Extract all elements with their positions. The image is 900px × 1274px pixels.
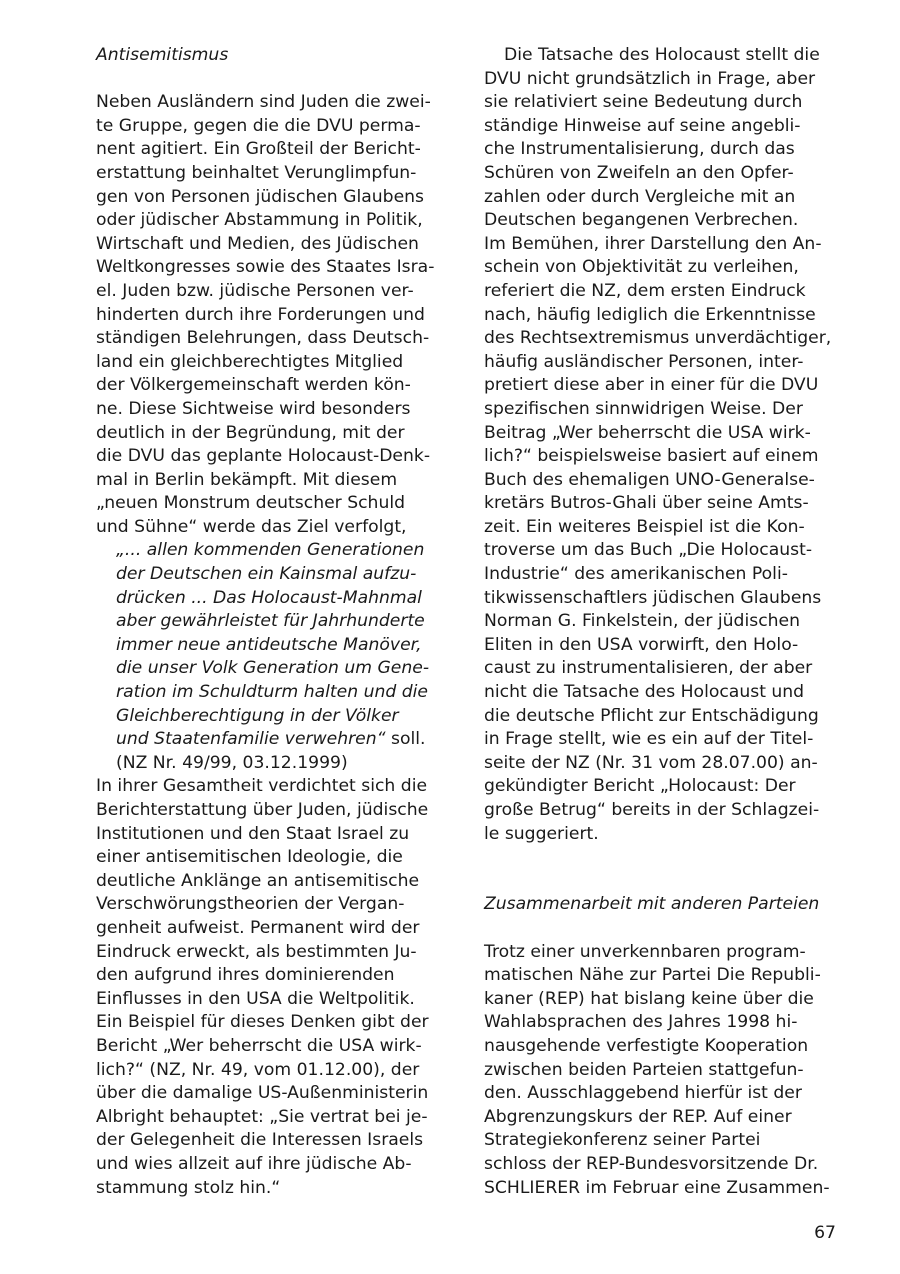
text-line: in Frage stellt, wie es ein auf der Titel- bbox=[484, 729, 814, 750]
text-line: nicht die Tatsache des Holocaust und bbox=[484, 682, 805, 703]
text-line: che Instrumentalisierung, durch das bbox=[484, 139, 795, 160]
text-line: und Staatenfamilie verwehren“ soll. bbox=[116, 729, 426, 750]
text-line: Ein Beispiel für dieses Denken gibt der bbox=[96, 1012, 429, 1033]
text-line: oder jüdischer Abstammung in Politik, bbox=[96, 210, 423, 231]
text-line: In ihrer Gesamtheit verdichtet sich die bbox=[96, 776, 428, 797]
text-line: pretiert diese aber in einer für die DVU bbox=[484, 375, 819, 396]
text-line: Wahlabsprachen des Jahres 1998 hi- bbox=[484, 1012, 798, 1033]
left-column bbox=[96, 44, 448, 1200]
spacer bbox=[484, 917, 836, 941]
text-line: spezifischen sinnwidrigen Weise. Der bbox=[484, 398, 803, 419]
spacer bbox=[96, 68, 448, 92]
text-line: ständigen Belehrungen, dass Deutsch- bbox=[96, 328, 430, 349]
text-line: erstattung beinhaltet Verunglimpfun- bbox=[96, 162, 417, 183]
text-line: troverse um das Buch „Die Holocaust- bbox=[484, 540, 813, 561]
text-line: den. Ausschlaggebend hierfür ist der bbox=[484, 1083, 802, 1104]
text-line: Weltkongresses sowie des Staates Isra- bbox=[96, 257, 435, 278]
text-line: nach, häufig lediglich die Erkenntnisse bbox=[484, 304, 816, 325]
text-line: Wirtschaft und Medien, des Jüdischen bbox=[96, 233, 419, 254]
text-line: aber gewährleistet für Jahrhunderte bbox=[116, 611, 425, 632]
text-line: tikwissenschaftlers jüdischen Glaubens bbox=[484, 587, 822, 608]
text-line: Deutschen begangenen Verbrechen. bbox=[484, 210, 799, 231]
paragraph-intro bbox=[96, 91, 448, 539]
text-line: des Rechtsextremismus unverdächtiger, bbox=[484, 328, 832, 349]
text-line: deutliche Anklänge an antisemitische bbox=[96, 870, 420, 891]
text-line: Eindruck erweckt, als bestimmten Ju- bbox=[96, 941, 417, 962]
text-line: Schüren von Zweifeln an den Opfer- bbox=[484, 162, 794, 183]
text-line: und Sühne“ werde das Ziel verfolgt, bbox=[96, 516, 407, 537]
text-line: referiert die NZ, dem ersten Eindruck bbox=[484, 280, 806, 301]
text-line: Norman G. Finkelstein, der jüdischen bbox=[484, 611, 801, 632]
text-line: nent agitiert. Ein Großteil der Bericht- bbox=[96, 139, 421, 160]
text-line: lich?“ (NZ, Nr. 49, vom 01.12.00), der bbox=[96, 1059, 420, 1080]
paragraph-ideology bbox=[96, 775, 448, 1200]
text-line: caust zu instrumentalisieren, der aber bbox=[484, 658, 813, 679]
text-line: nausgehende verfestigte Kooperation bbox=[484, 1035, 809, 1056]
text-line: „neuen Monstrum deutscher Schuld bbox=[96, 493, 406, 514]
text-line: die DVU das geplante Holocaust-Denk- bbox=[96, 446, 431, 467]
spacer bbox=[484, 846, 836, 870]
text-line: große Betrug“ bereits in der Schlagzei- bbox=[484, 800, 820, 820]
text-line: lich?“ beispielsweise basiert auf einem bbox=[484, 446, 819, 467]
text-line: Industrie“ des amerikanischen Poli- bbox=[484, 564, 788, 585]
text-line: zwischen beiden Parteien stattgefun- bbox=[484, 1059, 804, 1080]
text-line: Eliten in den USA vorwirft, den Holo- bbox=[484, 634, 799, 655]
citation: (NZ Nr. 49/99, 03.12.1999) bbox=[116, 752, 348, 773]
paragraph-holocaust bbox=[484, 44, 836, 846]
text-line: SCHLIERER im Februar eine Zusammen- bbox=[484, 1177, 830, 1198]
text-line: häufig ausländischer Personen, inter- bbox=[484, 351, 804, 372]
text-line: immer neue antideutsche Manöver, bbox=[116, 634, 422, 655]
text-line: Bericht „Wer beherrscht die USA wirk- bbox=[96, 1035, 422, 1056]
text-line: schein von Objektivität zu verleihen, bbox=[484, 257, 799, 278]
text-line: über die damalige US-Außenministerin bbox=[96, 1083, 429, 1104]
text-line: Abgrenzungskurs der REP. Auf einer bbox=[484, 1106, 792, 1127]
page-number: 67 bbox=[814, 1223, 836, 1243]
text-line: Verschwörungstheorien der Vergan- bbox=[96, 894, 405, 915]
block-quote bbox=[96, 539, 448, 751]
text-line: Die Tatsache des Holocaust stellt die bbox=[504, 45, 820, 65]
section-heading-zusammenarbeit: Zusammenarbeit mit anderen Parteien bbox=[484, 894, 820, 915]
text-line: DVU nicht grundsätzlich in Frage, aber bbox=[484, 68, 816, 89]
text-line: Im Bemühen, ihrer Darstellung den An- bbox=[484, 233, 822, 254]
text-line: der Deutschen ein Kainsmal aufzu- bbox=[116, 564, 417, 585]
text-line: und wies allzeit auf ihre jüdische Ab- bbox=[96, 1153, 412, 1174]
text-line: el. Juden bzw. jüdische Personen ver- bbox=[96, 280, 414, 301]
text-line: ständige Hinweise auf seine angebli- bbox=[484, 115, 801, 136]
text-line: Einflusses in den USA die Weltpolitik. bbox=[96, 988, 415, 1009]
text-line: drücken ... Das Holocaust-Mahnmal bbox=[116, 587, 422, 608]
text-line: te Gruppe, gegen die die DVU perma- bbox=[96, 115, 421, 136]
text-line: Neben Ausländern sind Juden die zwei- bbox=[96, 92, 431, 113]
text-line: stammung stolz hin.“ bbox=[96, 1177, 281, 1198]
spacer bbox=[484, 870, 836, 894]
text-line: „... allen kommenden Generationen bbox=[116, 540, 425, 561]
text-line: einer antisemitischen Ideologie, die bbox=[96, 847, 403, 868]
text-line: Gleichberechtigung in der Völker bbox=[116, 705, 399, 726]
text-line: ne. Diese Sichtweise wird besonders bbox=[96, 398, 411, 419]
text-line: der Gelegenheit die Interessen Israels bbox=[96, 1130, 424, 1151]
text-line: gekündigter Bericht „Holocaust: Der bbox=[484, 776, 796, 797]
text-line: die unser Volk Generation um Gene- bbox=[116, 658, 430, 679]
text-line: hinderten durch ihre Forderungen und bbox=[96, 304, 425, 325]
text-line: matischen Nähe zur Partei Die Republi- bbox=[484, 965, 821, 986]
text-line: Albright behauptet: „Sie vertrat bei je- bbox=[96, 1106, 428, 1127]
text-line: gen von Personen jüdischen Glaubens bbox=[96, 186, 425, 207]
text-line: Strategiekonferenz seiner Partei bbox=[484, 1130, 761, 1151]
text-line: mal in Berlin bekämpft. Mit diesem bbox=[96, 469, 398, 490]
text-line: Berichterstattung über Juden, jüdische bbox=[96, 800, 429, 820]
section-heading-antisemitismus: Antisemitismus bbox=[96, 45, 229, 65]
text-line: Beitrag „Wer beherrscht die USA wirk- bbox=[484, 422, 811, 443]
text-line: der Völkergemeinschaft werden kön- bbox=[96, 375, 411, 396]
right-column bbox=[484, 44, 836, 1200]
text-line: land ein gleichberechtigtes Mitglied bbox=[96, 351, 404, 372]
text-line: kretärs Butros-Ghali über seine Amts- bbox=[484, 493, 809, 514]
text-line: kaner (REP) hat bislang keine über die bbox=[484, 988, 814, 1009]
text-line: genheit aufweist. Permanent wird der bbox=[96, 917, 420, 938]
text-line: Institutionen und den Staat Israel zu bbox=[96, 823, 410, 844]
text-line: seite der NZ (Nr. 31 vom 28.07.00) an- bbox=[484, 752, 818, 773]
text-line: Trotz einer unverkennbaren program- bbox=[484, 941, 806, 962]
text-line: zeit. Ein weiteres Beispiel ist die Kon- bbox=[484, 516, 805, 537]
quote-tail: soll. bbox=[385, 729, 426, 750]
text-line: schloss der REP-Bundesvorsitzende Dr. bbox=[484, 1153, 819, 1174]
text-line: deutlich in der Begründung, mit der bbox=[96, 422, 405, 443]
text-line: den aufgrund ihres dominierenden bbox=[96, 965, 395, 986]
text-line: Buch des ehemaligen UNO-Generalse- bbox=[484, 469, 815, 490]
text-line: die deutsche Pflicht zur Entschädigung bbox=[484, 705, 819, 726]
text-line: le suggeriert. bbox=[484, 823, 599, 844]
text-line: sie relativiert seine Bedeutung durch bbox=[484, 92, 803, 113]
text-line: ration im Schuldturm halten und die bbox=[116, 682, 428, 703]
text-line: zahlen oder durch Vergleiche mit an bbox=[484, 186, 796, 207]
paragraph-cooperation bbox=[484, 941, 836, 1201]
